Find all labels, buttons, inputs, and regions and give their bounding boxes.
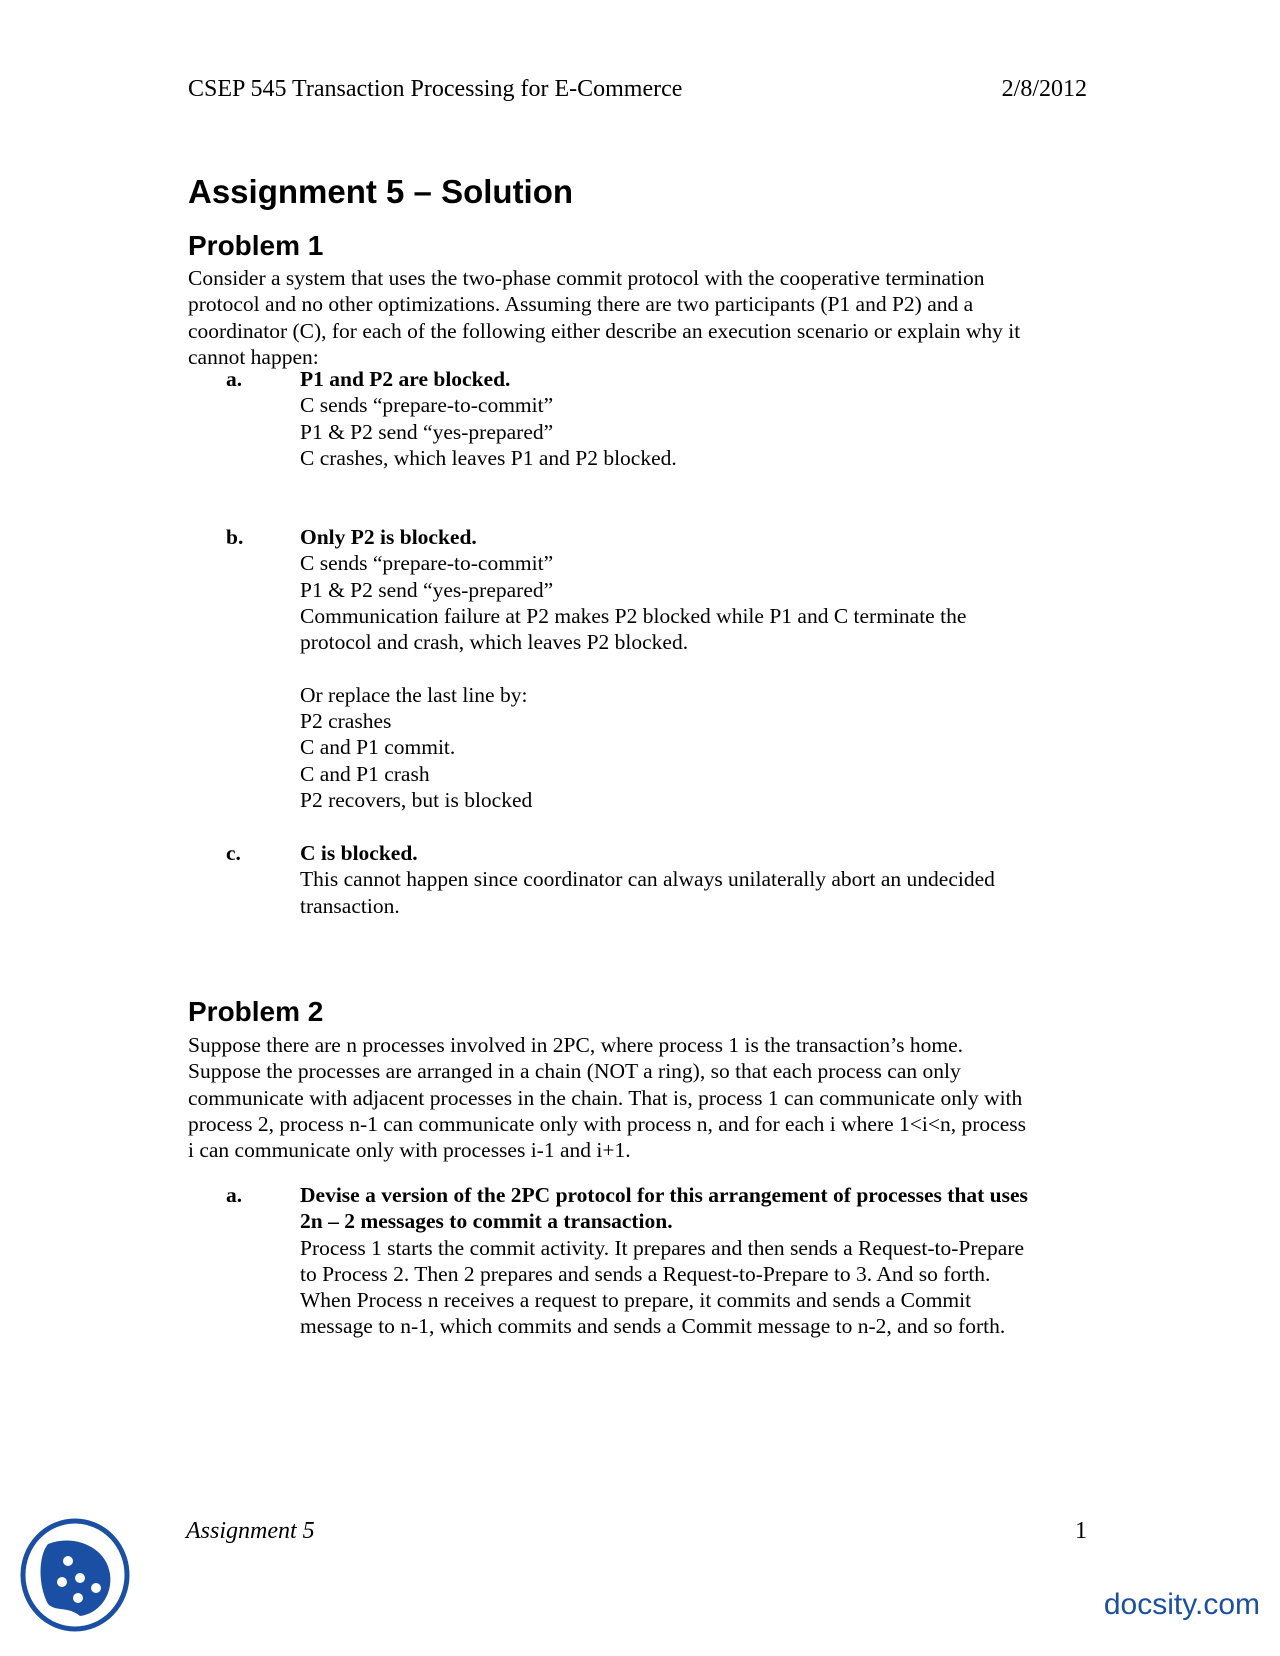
intro-line: protocol and no other optimizations. Assuming there are two participants (P1 and P2) and a xyxy=(188,292,974,317)
item-line: message to n-1, which commits and sends a Commit message to n-2, and so forth. xyxy=(300,1314,1006,1339)
problem-1-item-b xyxy=(300,524,1100,813)
problem-1-item-c xyxy=(300,840,1100,919)
item-line: P1 & P2 send “yes-prepared” xyxy=(300,577,554,602)
item-line: to Process 2. Then 2 prepares and sends a Request-to-Prepare to 3. And so forth. xyxy=(300,1261,991,1286)
item-line: When Process n receives a request to prepare, it commits and sends a Commit xyxy=(300,1288,972,1313)
item-line: C and P1 commit. xyxy=(300,735,456,760)
intro-line: Suppose there are n processes involved in 2PC, where process 1 is the transaction’s home. xyxy=(188,1033,964,1057)
item-line: Communication failure at P2 makes P2 blocked while P1 and C terminate the xyxy=(300,603,967,628)
header-date: 2/8/2012 xyxy=(1001,76,1087,102)
intro-line: Consider a system that uses the two-phase commit protocol with the cooperative termination xyxy=(188,266,985,290)
item-heading: P1 and P2 are blocked. xyxy=(300,367,511,391)
item-heading: Devise a version of the 2PC protocol for this arrangement of processes that uses xyxy=(300,1183,1028,1207)
item-line: P2 recovers, but is blocked xyxy=(300,787,533,812)
item-heading: C is blocked. xyxy=(300,841,418,865)
intro-line: communicate with adjacent processes in the chain. That is, process 1 can communicate only with xyxy=(188,1085,1023,1110)
item-line: C sends “prepare-to-commit” xyxy=(300,393,554,418)
item-heading: Only P2 is blocked. xyxy=(300,525,477,549)
item-line: C crashes, which leaves P1 and P2 blocked. xyxy=(300,445,677,470)
item-letter: c. xyxy=(226,841,241,865)
item-line: C sends “prepare-to-commit” xyxy=(300,551,554,576)
item-line: P1 & P2 send “yes-prepared” xyxy=(300,419,554,444)
intro-line: i can communicate only with processes i-1 and i+1. xyxy=(188,1138,631,1163)
intro-line: coordinator (C), for each of the following either describe an execution scenario or explain why it xyxy=(188,318,1021,343)
page-number: 1 xyxy=(1075,1518,1087,1544)
problem-1-intro xyxy=(188,265,1088,370)
problem-2-heading: Problem 2 xyxy=(188,996,324,1027)
problem-2-intro xyxy=(188,1032,1088,1163)
item-line: P2 crashes xyxy=(300,709,392,734)
item-line-blank xyxy=(300,655,1100,681)
problem-1-item-a xyxy=(300,366,1100,471)
docsity-brand-link[interactable]: docsity.com xyxy=(1103,1588,1260,1621)
item-line: Process 1 starts the commit activity. It prepares and then sends a Request-to-Prepare xyxy=(300,1235,1025,1260)
intro-line: process 2, process n-1 can communicate only with process n, and for each i where 1<i<n, process xyxy=(188,1111,1027,1136)
page-title: Assignment 5 – Solution xyxy=(188,173,574,210)
item-letter: a. xyxy=(226,1183,243,1207)
intro-line: Suppose the processes are arranged in a chain (NOT a ring), so that each process can only xyxy=(188,1059,961,1084)
docsity-logo-icon xyxy=(18,1516,132,1634)
header-course: CSEP 545 Transaction Processing for E-Commerce xyxy=(188,76,683,102)
item-line: transaction. xyxy=(300,893,400,918)
item-line: protocol and crash, which leaves P2 blocked. xyxy=(300,630,689,655)
item-line: Or replace the last line by: xyxy=(300,682,528,707)
problem-1-heading: Problem 1 xyxy=(188,230,324,261)
footer-label: Assignment 5 xyxy=(186,1518,315,1544)
item-letter: a. xyxy=(226,367,243,391)
intro-line: cannot happen: xyxy=(188,344,319,369)
item-line: This cannot happen since coordinator can always unilaterally abort an undecided xyxy=(300,867,995,892)
problem-2-item-a xyxy=(300,1182,1100,1340)
item-line: C and P1 crash xyxy=(300,761,430,786)
item-letter: b. xyxy=(226,525,244,549)
item-heading: 2n – 2 messages to commit a transaction. xyxy=(300,1209,673,1234)
